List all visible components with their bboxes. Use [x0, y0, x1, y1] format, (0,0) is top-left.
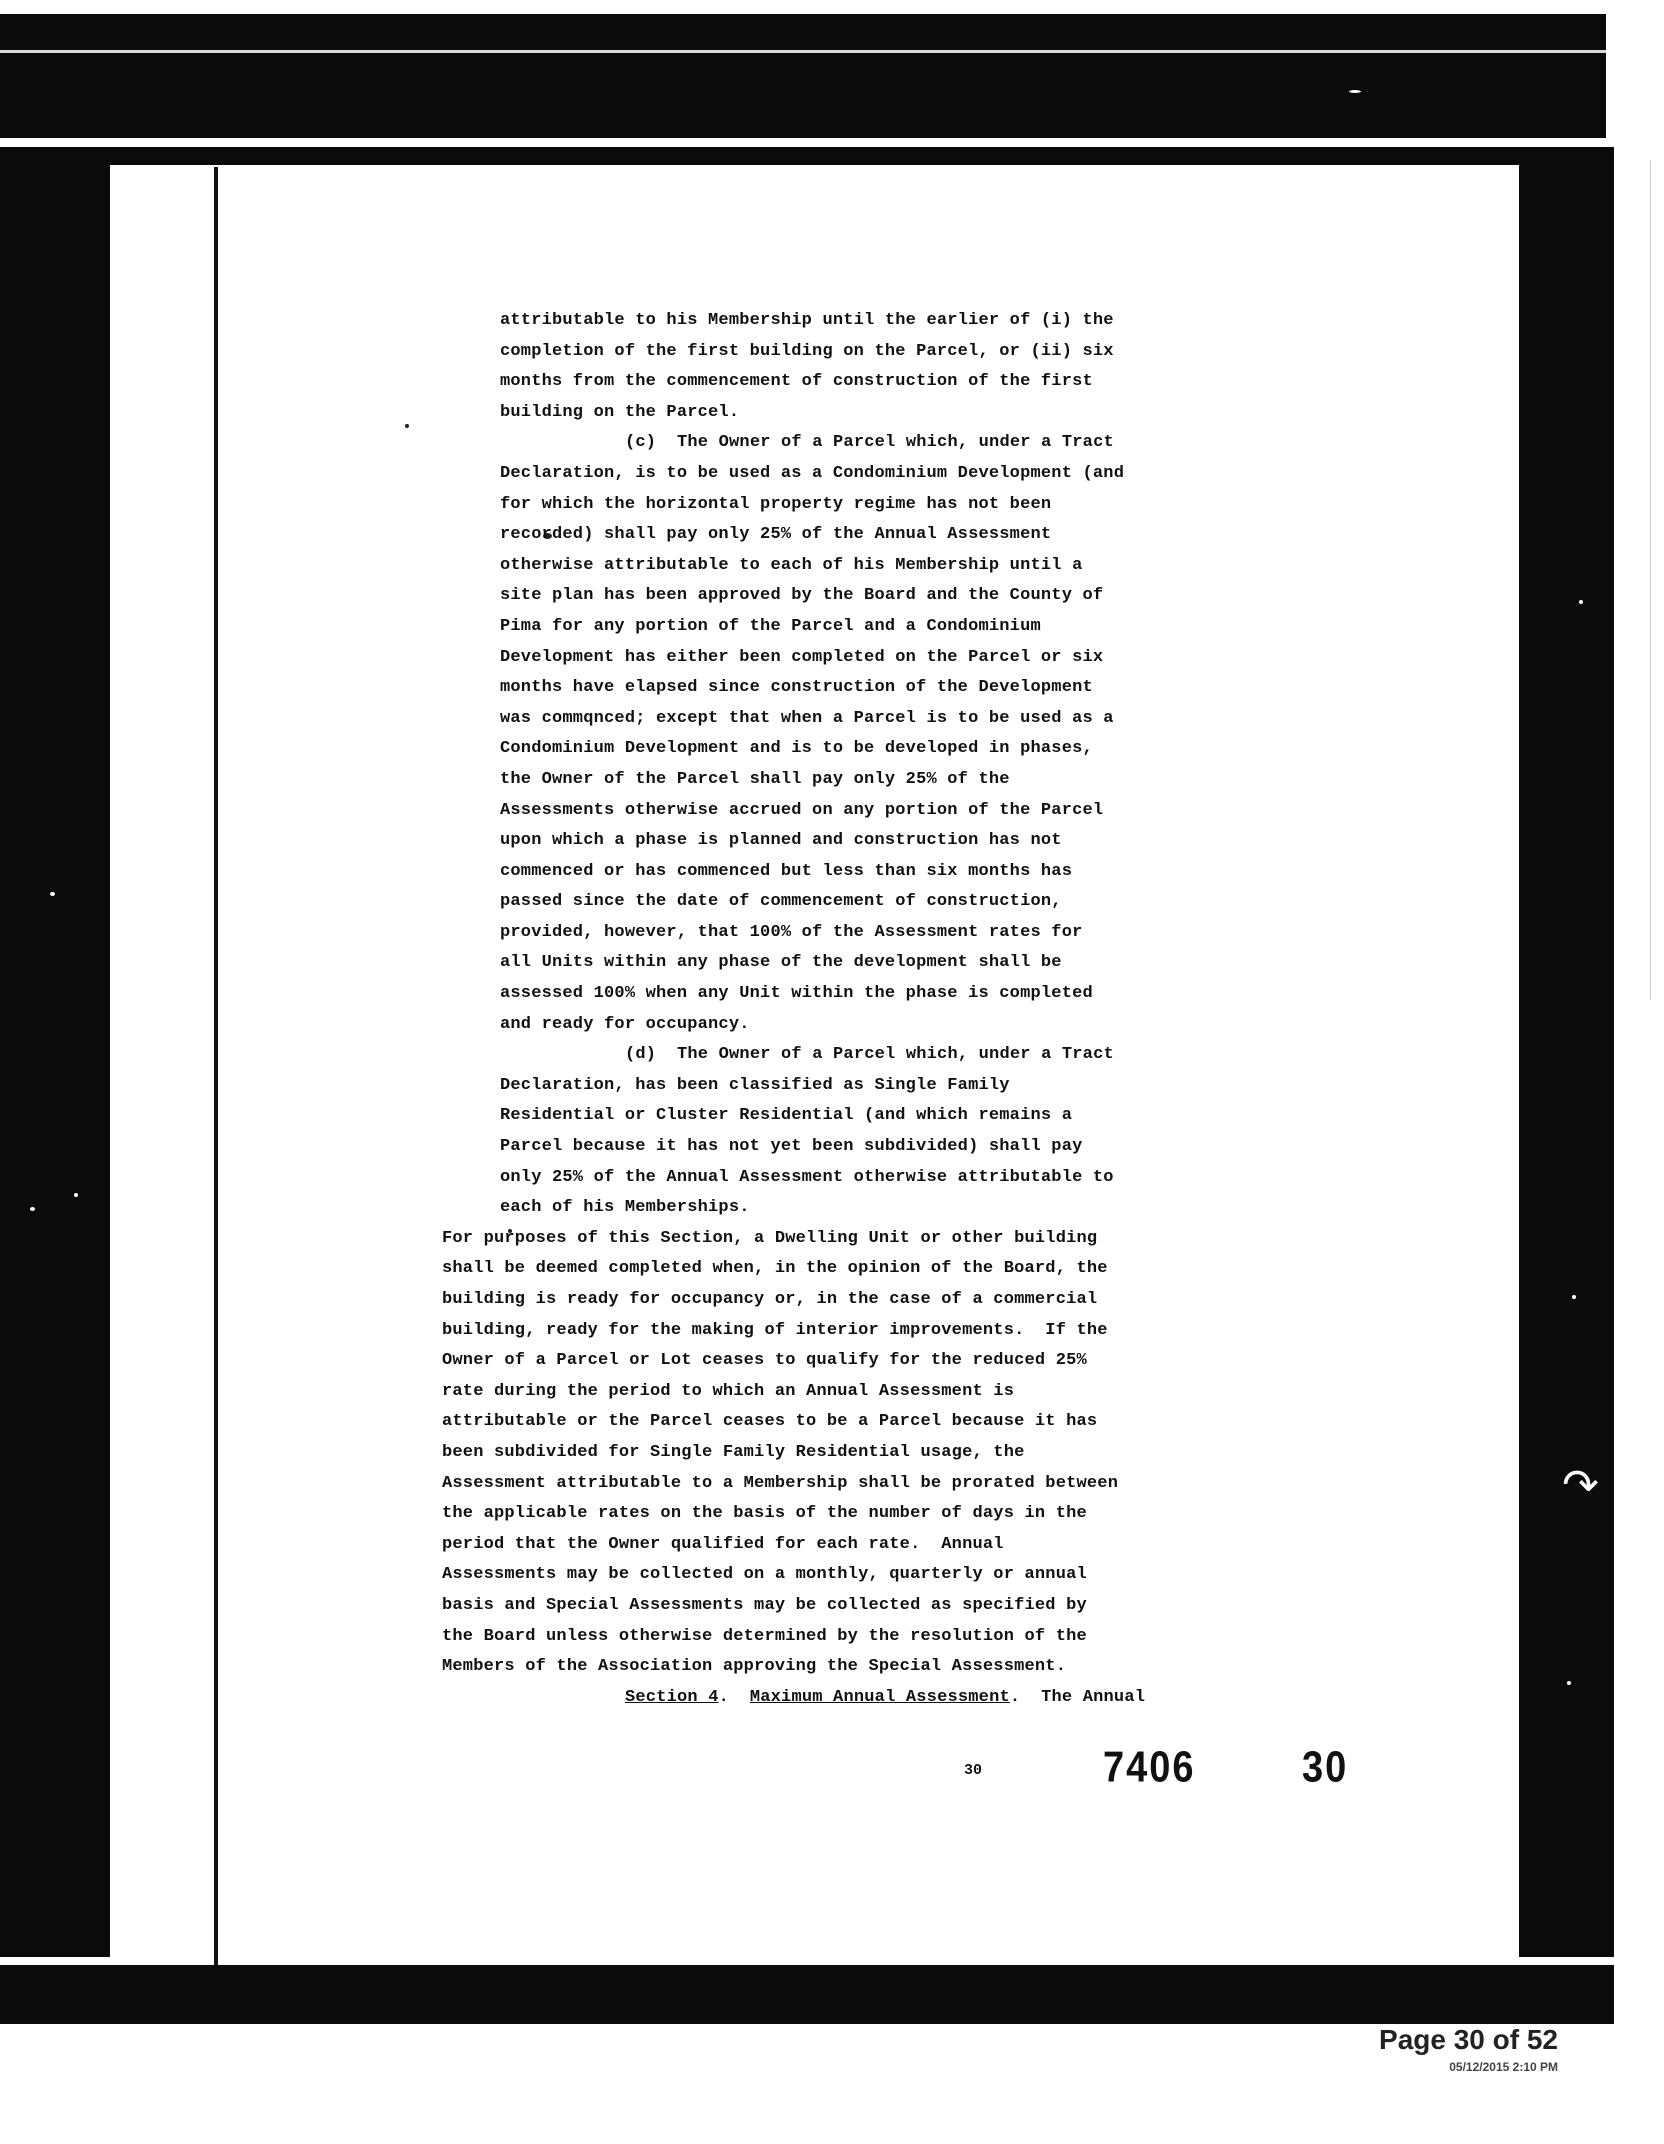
scan-border-top	[0, 14, 1606, 138]
document-line: building on the Parcel.	[500, 402, 740, 422]
scan-border-left	[0, 147, 110, 1957]
section-trailing-text: The Annual	[1041, 1687, 1146, 1707]
document-line: provided, however, that 100% of the Assessment rates for	[500, 922, 1083, 942]
section-punctuation: .	[1009, 1687, 1042, 1707]
side-scan-line	[1650, 160, 1651, 1000]
document-line: Assessments otherwise accrued on any portion of the Parcel	[500, 800, 1104, 820]
document-line: attributable to his Membership until the earlier of (i) the	[500, 311, 1114, 330]
document-line: attributable or the Parcel ceases to be a Parcel because it has	[442, 1412, 1098, 1432]
document-line: Residential or Cluster Residential (and which remains a	[500, 1106, 1073, 1126]
document-line: assessed 100% when any Unit within the phase is completed	[500, 984, 1093, 1004]
scan-border-bottom	[0, 1965, 1614, 2019]
document-line: was commqnced; except that when a Parcel is to be used as a	[500, 708, 1114, 728]
scan-speck	[1567, 1681, 1571, 1685]
document-line: Development has either been completed on the Parcel or six	[500, 647, 1104, 667]
document-line: months have elapsed since construction of the Development	[500, 678, 1093, 698]
page-number-large: 30	[1302, 1743, 1349, 1793]
document-line: and ready for occupancy.	[500, 1014, 750, 1034]
section-title: Maximum Annual Assessment	[749, 1687, 1010, 1707]
document-line: for which the horizontal property regime has not been	[500, 494, 1052, 514]
document-line: building is ready for occupancy or, in the case of a commercial	[442, 1290, 1098, 1309]
scan-border-gap	[0, 138, 1606, 147]
document-body	[442, 306, 1400, 1713]
footer-page-label: Page 30 of 52	[1379, 2024, 1558, 2055]
scan-speck	[405, 424, 409, 428]
document-line: months from the commencement of construction of the first	[500, 372, 1093, 392]
scan-border-right	[1519, 147, 1614, 1957]
document-line: Assessment attributable to a Membership shall be prorated between	[442, 1473, 1119, 1493]
document-line: Owner of a Parcel or Lot ceases to qualify for the reduced 25%	[442, 1351, 1087, 1371]
scan-speck	[1579, 600, 1583, 604]
document-line: the Board unless otherwise determined by the resolution of the	[442, 1626, 1087, 1646]
document-line: the applicable rates on the basis of the number of days in the	[442, 1504, 1087, 1524]
scan-speck	[1349, 90, 1361, 93]
scan-speck	[50, 892, 55, 896]
document-line: Assessments may be collected on a monthly, quarterly or annual	[442, 1565, 1087, 1585]
document-line: Condominium Development and is to be developed in phases,	[500, 739, 1093, 759]
document-line: each of his Memberships.	[500, 1198, 750, 1218]
margin-rule	[214, 167, 218, 1965]
document-line: shall be deemed completed when, in the opinion of the Board, the	[442, 1259, 1108, 1279]
document-number: 7406	[1103, 1743, 1196, 1793]
scan-speck	[1572, 1295, 1576, 1299]
scan-border-bottom-line	[0, 2018, 1614, 2024]
document-line: Declaration, is to be used as a Condominium Development (and	[500, 463, 1125, 483]
footer-timestamp: 05/12/2015 2:10 PM	[1449, 2060, 1558, 2074]
page-number-small: 30	[964, 1762, 983, 1779]
document-line: passed since the date of commencement of construction,	[500, 892, 1062, 912]
document-line: upon which a phase is planned and construction has not	[500, 831, 1062, 851]
document-line: (d) The Owner of a Parcel which, under a Tract	[625, 1045, 1114, 1065]
document-line: Declaration, has been classified as Single Family	[500, 1075, 1010, 1095]
document-line: building, ready for the making of interior improvements. If the	[442, 1320, 1108, 1340]
document-line: (c) The Owner of a Parcel which, under a Tract	[625, 433, 1114, 453]
scan-speck	[74, 1193, 78, 1197]
scan-speck	[30, 1207, 35, 1211]
section-punctuation: .	[718, 1687, 750, 1707]
section-label: Section 4	[625, 1687, 719, 1707]
document-line: only 25% of the Annual Assessment otherwise attributable to	[500, 1167, 1114, 1187]
document-line: recorded) shall pay only 25% of the Annual Assessment	[500, 525, 1052, 545]
document-line: commenced or has commenced but less than six months has	[500, 861, 1073, 881]
document-line: basis and Special Assessments may be collected as specified by	[442, 1595, 1087, 1615]
document-line: Parcel because it has not yet been subdivided) shall pay	[500, 1137, 1083, 1157]
scan-artifact-glyph: ↷	[1562, 1460, 1599, 1511]
document-line: period that the Owner qualified for each rate. Annual	[442, 1534, 1004, 1554]
document-line: otherwise attributable to each of his Membership until a	[500, 555, 1083, 575]
section-heading	[500, 1683, 1400, 1714]
document-line: rate during the period to which an Annual Assessment is	[442, 1381, 1015, 1401]
document-line: For purposes of this Section, a Dwelling Unit or other building	[442, 1228, 1098, 1248]
scan-border-line	[0, 50, 1606, 53]
document-line: been subdivided for Single Family Residential usage, the	[442, 1442, 1025, 1462]
scan-border-inner	[0, 147, 1614, 167]
document-line: completion of the first building on the Parcel, or (ii) six	[500, 341, 1114, 361]
document-line: the Owner of the Parcel shall pay only 25% of the	[500, 769, 1010, 789]
document-line: Members of the Association approving the Special Assessment.	[442, 1657, 1067, 1677]
document-line: Pima for any portion of the Parcel and a Condominium	[500, 616, 1041, 636]
document-line: site plan has been approved by the Board and the County of	[500, 586, 1104, 606]
document-line: all Units within any phase of the development shall be	[500, 953, 1062, 973]
